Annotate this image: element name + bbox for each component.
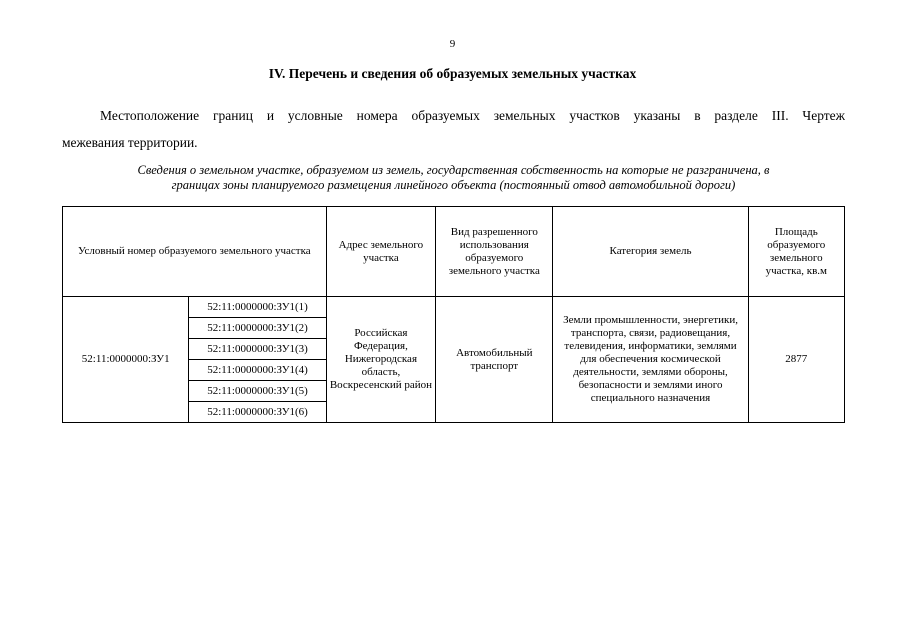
parcel-area: 2877 xyxy=(748,297,844,423)
parcels-table xyxy=(62,206,845,423)
header-permitted-use: Вид разрешенного использования образуемого земельного участка xyxy=(436,207,553,297)
intro-paragraph xyxy=(62,102,845,156)
header-address: Адрес земельного участка xyxy=(326,207,435,297)
caption-line-2: границах зоны планируемого размещения линейного объекта (постоянный отвод автомобильной дороги) xyxy=(171,178,736,192)
table-caption xyxy=(62,163,845,193)
sub-parcel-number: 52:11:0000000:ЗУ1(2) xyxy=(189,318,326,339)
header-land-category: Категория земель xyxy=(553,207,748,297)
sub-parcel-number: 52:11:0000000:ЗУ1(1) xyxy=(189,297,326,318)
header-area: Площадь образуемого земельного участка, кв.м xyxy=(748,207,844,297)
table-header-row xyxy=(63,207,845,297)
intro-line-1: Местоположение границ и условные номера образуемых земельных участков указаны в разделе III. Чертеж xyxy=(100,108,845,123)
table-row xyxy=(63,297,845,318)
parcel-land-category: Земли промышленности, энергетики, транспорта, связи, радиовещания, телевидения, информатики, землями для обеспечения космической деятельности, землями обороны, безопасности и землями иного специального назначения xyxy=(553,297,748,423)
sub-parcel-number: 52:11:0000000:ЗУ1(3) xyxy=(189,339,326,360)
parcel-address: Российская Федерация, Нижегородская область, Воскресенский район xyxy=(326,297,435,423)
caption-line-1: Сведения о земельном участке, образуемом из земель, государственная собственность на которые не разграничена, в xyxy=(137,163,770,177)
section-title: IV. Перечень и сведения об образуемых земельных участках xyxy=(268,66,637,81)
intro-line-2: межевания территории. xyxy=(62,135,198,150)
sub-parcel-number: 52:11:0000000:ЗУ1(6) xyxy=(189,402,326,423)
sub-parcel-number: 52:11:0000000:ЗУ1(5) xyxy=(189,381,326,402)
header-conditional-number: Условный номер образуемого земельного участка xyxy=(63,207,327,297)
page-number: 9 xyxy=(449,38,456,50)
sub-parcel-number: 52:11:0000000:ЗУ1(4) xyxy=(189,360,326,381)
main-parcel-number: 52:11:0000000:ЗУ1 xyxy=(63,297,189,423)
parcel-permitted-use: Автомобильный транспорт xyxy=(436,297,553,423)
